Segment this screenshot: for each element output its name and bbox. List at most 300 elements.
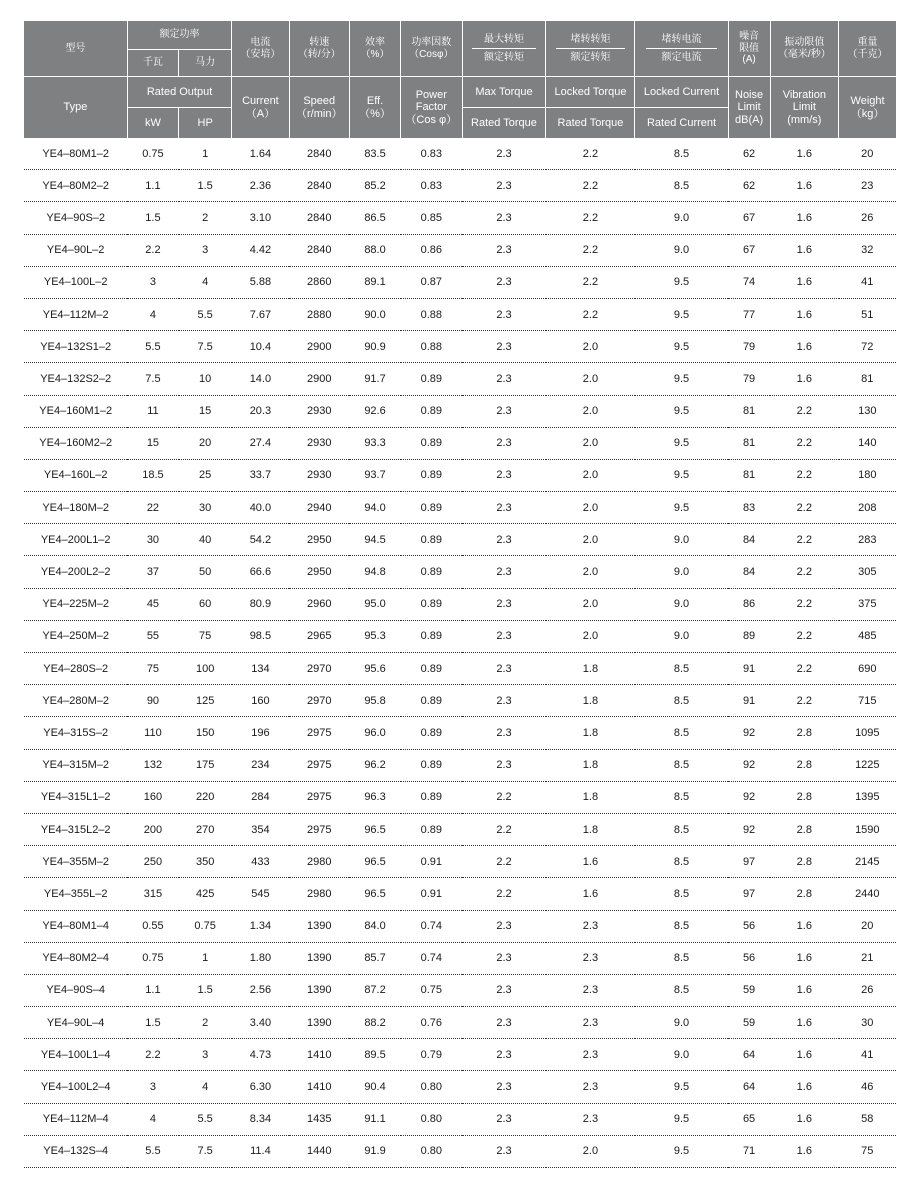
cell-hp: 15 <box>179 395 232 427</box>
cell-vibration: 2.8 <box>770 781 839 813</box>
cell-noise: 86 <box>728 588 770 620</box>
cell-locked-torque: 2.2 <box>546 234 635 266</box>
cell-locked-torque: 1.8 <box>546 781 635 813</box>
motor-spec-table <box>24 21 896 1168</box>
cell-eff: 87.2 <box>349 974 400 1006</box>
cell-noise: 91 <box>728 685 770 717</box>
cell-speed: 2840 <box>289 138 349 170</box>
cell-weight: 305 <box>839 556 896 588</box>
cell-hp: 150 <box>179 717 232 749</box>
cell-speed: 2970 <box>289 685 349 717</box>
cell-weight: 130 <box>839 395 896 427</box>
cell-locked-torque: 2.0 <box>546 524 635 556</box>
table-row <box>24 459 896 491</box>
cell-noise: 84 <box>728 556 770 588</box>
cell-max-torque: 2.3 <box>462 1071 546 1103</box>
table-row <box>24 781 896 813</box>
cell-max-torque: 2.3 <box>462 620 546 652</box>
cell-noise: 92 <box>728 813 770 845</box>
cell-locked-torque: 1.6 <box>546 878 635 910</box>
cell-hp: 7.5 <box>179 331 232 363</box>
cell-speed: 2860 <box>289 266 349 298</box>
cell-vibration: 2.2 <box>770 524 839 556</box>
cell-kw: 55 <box>127 620 178 652</box>
cell-power-factor: 0.89 <box>401 749 462 781</box>
cell-weight: 41 <box>839 266 896 298</box>
table-row <box>24 813 896 845</box>
cell-noise: 56 <box>728 942 770 974</box>
cell-speed: 1435 <box>289 1103 349 1135</box>
cell-eff: 92.6 <box>349 395 400 427</box>
fraction-divider <box>556 48 625 49</box>
cell-type: YE4–100L–2 <box>24 266 127 298</box>
cell-noise: 64 <box>728 1071 770 1103</box>
cell-locked-current: 8.5 <box>635 717 728 749</box>
cell-noise: 92 <box>728 749 770 781</box>
cell-hp: 350 <box>179 846 232 878</box>
header-hp-zh: 马力 <box>179 50 232 77</box>
cell-current: 134 <box>232 653 289 685</box>
cell-max-torque: 2.3 <box>462 395 546 427</box>
cell-eff: 96.3 <box>349 781 400 813</box>
cell-speed: 2840 <box>289 234 349 266</box>
table-header <box>24 21 896 138</box>
cell-speed: 2965 <box>289 620 349 652</box>
cell-power-factor: 0.79 <box>401 1039 462 1071</box>
cell-noise: 64 <box>728 1039 770 1071</box>
cell-kw: 250 <box>127 846 178 878</box>
cell-locked-current: 9.5 <box>635 1135 728 1167</box>
cell-max-torque: 2.3 <box>462 266 546 298</box>
cell-power-factor: 0.89 <box>401 620 462 652</box>
cell-noise: 67 <box>728 234 770 266</box>
cell-hp: 1 <box>179 942 232 974</box>
cell-power-factor: 0.80 <box>401 1103 462 1135</box>
cell-vibration: 2.8 <box>770 846 839 878</box>
cell-speed: 2840 <box>289 202 349 234</box>
cell-current: 284 <box>232 781 289 813</box>
cell-locked-torque: 2.0 <box>546 363 635 395</box>
cell-hp: 2 <box>179 202 232 234</box>
cell-hp: 50 <box>179 556 232 588</box>
cell-eff: 96.5 <box>349 813 400 845</box>
cell-locked-current: 8.5 <box>635 653 728 685</box>
cell-current: 160 <box>232 685 289 717</box>
table-row <box>24 974 896 1006</box>
cell-speed: 2980 <box>289 846 349 878</box>
cell-locked-current: 9.5 <box>635 427 728 459</box>
cell-speed: 2980 <box>289 878 349 910</box>
header-eff-zh: 效率 （%） <box>349 21 400 77</box>
cell-locked-torque: 2.2 <box>546 266 635 298</box>
cell-current: 196 <box>232 717 289 749</box>
cell-eff: 89.5 <box>349 1039 400 1071</box>
cell-vibration: 1.6 <box>770 1007 839 1039</box>
cell-vibration: 1.6 <box>770 1135 839 1167</box>
cell-hp: 3 <box>179 1039 232 1071</box>
cell-kw: 132 <box>127 749 178 781</box>
cell-power-factor: 0.89 <box>401 556 462 588</box>
cell-vibration: 1.6 <box>770 202 839 234</box>
cell-locked-current: 9.0 <box>635 1039 728 1071</box>
cell-power-factor: 0.74 <box>401 942 462 974</box>
cell-locked-current: 9.0 <box>635 1007 728 1039</box>
header-locked-current-zh <box>635 21 728 77</box>
cell-weight: 1095 <box>839 717 896 749</box>
cell-locked-current: 8.5 <box>635 685 728 717</box>
cell-locked-current: 8.5 <box>635 878 728 910</box>
cell-kw: 1.1 <box>127 974 178 1006</box>
table-row <box>24 170 896 202</box>
cell-type: YE4–80M2–2 <box>24 170 127 202</box>
cell-kw: 18.5 <box>127 459 178 491</box>
cell-current: 10.4 <box>232 331 289 363</box>
cell-locked-torque: 2.0 <box>546 492 635 524</box>
cell-eff: 96.2 <box>349 749 400 781</box>
cell-kw: 75 <box>127 653 178 685</box>
cell-noise: 89 <box>728 620 770 652</box>
cell-eff: 96.0 <box>349 717 400 749</box>
cell-vibration: 1.6 <box>770 331 839 363</box>
cell-speed: 2950 <box>289 556 349 588</box>
cell-kw: 5.5 <box>127 1135 178 1167</box>
cell-current: 433 <box>232 846 289 878</box>
cell-speed: 2940 <box>289 492 349 524</box>
cell-max-torque: 2.3 <box>462 717 546 749</box>
cell-hp: 4 <box>179 1071 232 1103</box>
cell-current: 7.67 <box>232 298 289 330</box>
cell-locked-torque: 1.8 <box>546 749 635 781</box>
cell-weight: 72 <box>839 331 896 363</box>
cell-noise: 62 <box>728 170 770 202</box>
cell-noise: 67 <box>728 202 770 234</box>
cell-current: 1.34 <box>232 910 289 942</box>
locked-current-zh-sub: 额定电流 <box>661 52 702 63</box>
cell-eff: 94.0 <box>349 492 400 524</box>
cell-hp: 20 <box>179 427 232 459</box>
cell-power-factor: 0.80 <box>401 1071 462 1103</box>
cell-type: YE4–280M–2 <box>24 685 127 717</box>
cell-type: YE4–315L1–2 <box>24 781 127 813</box>
cell-power-factor: 0.89 <box>401 459 462 491</box>
cell-kw: 0.75 <box>127 942 178 974</box>
cell-hp: 7.5 <box>179 1135 232 1167</box>
cell-speed: 2975 <box>289 813 349 845</box>
cell-hp: 5.5 <box>179 298 232 330</box>
header-vibration-en: Vibration Limit (mm/s) <box>770 77 839 139</box>
cell-vibration: 1.6 <box>770 138 839 170</box>
cell-current: 11.4 <box>232 1135 289 1167</box>
cell-max-torque: 2.3 <box>462 234 546 266</box>
cell-speed: 2975 <box>289 717 349 749</box>
cell-locked-torque: 2.0 <box>546 588 635 620</box>
cell-power-factor: 0.76 <box>401 1007 462 1039</box>
cell-vibration: 1.6 <box>770 266 839 298</box>
cell-power-factor: 0.86 <box>401 234 462 266</box>
cell-power-factor: 0.89 <box>401 427 462 459</box>
cell-vibration: 2.2 <box>770 427 839 459</box>
cell-eff: 93.3 <box>349 427 400 459</box>
cell-kw: 1.5 <box>127 202 178 234</box>
cell-type: YE4–90S–4 <box>24 974 127 1006</box>
cell-max-torque: 2.2 <box>462 878 546 910</box>
cell-speed: 2930 <box>289 395 349 427</box>
table-row <box>24 910 896 942</box>
header-speed-zh: 转速 （转/分） <box>289 21 349 77</box>
cell-vibration: 1.6 <box>770 1071 839 1103</box>
cell-type: YE4–100L1–4 <box>24 1039 127 1071</box>
cell-weight: 41 <box>839 1039 896 1071</box>
cell-noise: 92 <box>728 781 770 813</box>
header-max-torque-en-sub: Rated Torque <box>462 108 546 139</box>
cell-current: 545 <box>232 878 289 910</box>
cell-hp: 0.75 <box>179 910 232 942</box>
cell-type: YE4–80M2–4 <box>24 942 127 974</box>
cell-power-factor: 0.88 <box>401 298 462 330</box>
cell-current: 20.3 <box>232 395 289 427</box>
cell-hp: 100 <box>179 653 232 685</box>
header-hp-en: HP <box>179 108 232 139</box>
table-row <box>24 878 896 910</box>
cell-current: 4.73 <box>232 1039 289 1071</box>
cell-kw: 15 <box>127 427 178 459</box>
cell-locked-current: 9.0 <box>635 620 728 652</box>
cell-current: 8.34 <box>232 1103 289 1135</box>
cell-power-factor: 0.91 <box>401 846 462 878</box>
cell-locked-torque: 2.2 <box>546 138 635 170</box>
cell-locked-current: 9.5 <box>635 266 728 298</box>
table-row <box>24 1007 896 1039</box>
cell-current: 98.5 <box>232 620 289 652</box>
cell-power-factor: 0.88 <box>401 331 462 363</box>
cell-kw: 0.55 <box>127 910 178 942</box>
cell-max-torque: 2.3 <box>462 492 546 524</box>
cell-type: YE4–132S–4 <box>24 1135 127 1167</box>
cell-speed: 1390 <box>289 1007 349 1039</box>
cell-hp: 40 <box>179 524 232 556</box>
cell-speed: 2930 <box>289 427 349 459</box>
cell-eff: 95.0 <box>349 588 400 620</box>
cell-type: YE4–180M–2 <box>24 492 127 524</box>
cell-eff: 85.7 <box>349 942 400 974</box>
cell-kw: 3 <box>127 266 178 298</box>
table-row <box>24 234 896 266</box>
cell-kw: 30 <box>127 524 178 556</box>
header-max-torque-zh <box>462 21 546 77</box>
cell-power-factor: 0.89 <box>401 588 462 620</box>
cell-current: 14.0 <box>232 363 289 395</box>
cell-hp: 30 <box>179 492 232 524</box>
header-locked-torque-zh <box>546 21 635 77</box>
cell-type: YE4–225M–2 <box>24 588 127 620</box>
header-speed-en: Speed （r/min） <box>289 77 349 139</box>
header-locked-torque-en: Locked Torque <box>546 77 635 108</box>
cell-locked-torque: 2.3 <box>546 1007 635 1039</box>
cell-kw: 5.5 <box>127 331 178 363</box>
cell-power-factor: 0.85 <box>401 202 462 234</box>
cell-vibration: 1.6 <box>770 298 839 330</box>
cell-locked-torque: 2.0 <box>546 395 635 427</box>
cell-current: 54.2 <box>232 524 289 556</box>
cell-speed: 2880 <box>289 298 349 330</box>
header-eff-en: Eff. （%） <box>349 77 400 139</box>
cell-eff: 83.5 <box>349 138 400 170</box>
cell-current: 1.64 <box>232 138 289 170</box>
cell-eff: 95.8 <box>349 685 400 717</box>
header-rated-output-en: Rated Output <box>127 77 231 108</box>
cell-vibration: 2.2 <box>770 459 839 491</box>
cell-kw: 110 <box>127 717 178 749</box>
table-row <box>24 1135 896 1167</box>
cell-weight: 46 <box>839 1071 896 1103</box>
cell-speed: 2900 <box>289 363 349 395</box>
cell-locked-torque: 2.2 <box>546 298 635 330</box>
cell-eff: 88.2 <box>349 1007 400 1039</box>
cell-locked-current: 8.5 <box>635 910 728 942</box>
cell-weight: 32 <box>839 234 896 266</box>
cell-max-torque: 2.3 <box>462 524 546 556</box>
cell-eff: 84.0 <box>349 910 400 942</box>
cell-max-torque: 2.3 <box>462 427 546 459</box>
cell-power-factor: 0.89 <box>401 717 462 749</box>
cell-type: YE4–112M–2 <box>24 298 127 330</box>
cell-locked-torque: 1.8 <box>546 813 635 845</box>
cell-eff: 90.0 <box>349 298 400 330</box>
cell-type: YE4–90L–4 <box>24 1007 127 1039</box>
cell-kw: 90 <box>127 685 178 717</box>
cell-weight: 715 <box>839 685 896 717</box>
cell-weight: 20 <box>839 138 896 170</box>
header-pf-en: Power Factor （Cos φ） <box>401 77 462 139</box>
cell-weight: 283 <box>839 524 896 556</box>
header-weight-en: Weight （kg） <box>839 77 896 139</box>
cell-current: 4.42 <box>232 234 289 266</box>
cell-type: YE4–100L2–4 <box>24 1071 127 1103</box>
table-row <box>24 717 896 749</box>
cell-noise: 92 <box>728 717 770 749</box>
cell-current: 5.88 <box>232 266 289 298</box>
table-row <box>24 556 896 588</box>
cell-locked-current: 9.0 <box>635 234 728 266</box>
cell-vibration: 1.6 <box>770 363 839 395</box>
cell-kw: 3 <box>127 1071 178 1103</box>
cell-vibration: 2.2 <box>770 395 839 427</box>
cell-type: YE4–250M–2 <box>24 620 127 652</box>
cell-current: 1.80 <box>232 942 289 974</box>
cell-locked-current: 9.0 <box>635 202 728 234</box>
cell-vibration: 1.6 <box>770 234 839 266</box>
cell-power-factor: 0.89 <box>401 685 462 717</box>
cell-kw: 200 <box>127 813 178 845</box>
cell-noise: 81 <box>728 427 770 459</box>
table-row <box>24 524 896 556</box>
cell-noise: 84 <box>728 524 770 556</box>
cell-hp: 75 <box>179 620 232 652</box>
header-noise-zh: 噪音 限值 (A) <box>728 21 770 77</box>
cell-noise: 59 <box>728 974 770 1006</box>
cell-speed: 2950 <box>289 524 349 556</box>
cell-max-torque: 2.3 <box>462 459 546 491</box>
cell-max-torque: 2.3 <box>462 974 546 1006</box>
header-kw-en: kW <box>127 108 178 139</box>
cell-max-torque: 2.3 <box>462 1103 546 1135</box>
cell-locked-current: 8.5 <box>635 846 728 878</box>
header-type-zh: 型号 <box>24 21 127 77</box>
cell-eff: 90.9 <box>349 331 400 363</box>
cell-locked-torque: 1.8 <box>546 717 635 749</box>
cell-noise: 97 <box>728 878 770 910</box>
table-row <box>24 298 896 330</box>
cell-vibration: 2.2 <box>770 588 839 620</box>
cell-kw: 45 <box>127 588 178 620</box>
cell-noise: 59 <box>728 1007 770 1039</box>
cell-locked-current: 8.5 <box>635 138 728 170</box>
table-row <box>24 620 896 652</box>
cell-vibration: 2.2 <box>770 653 839 685</box>
cell-weight: 1225 <box>839 749 896 781</box>
cell-vibration: 2.8 <box>770 813 839 845</box>
cell-power-factor: 0.83 <box>401 170 462 202</box>
cell-hp: 1 <box>179 138 232 170</box>
cell-max-torque: 2.3 <box>462 363 546 395</box>
cell-kw: 1.5 <box>127 1007 178 1039</box>
cell-noise: 83 <box>728 492 770 524</box>
cell-speed: 1390 <box>289 942 349 974</box>
cell-type: YE4–112M–4 <box>24 1103 127 1135</box>
cell-locked-torque: 2.0 <box>546 556 635 588</box>
cell-hp: 4 <box>179 266 232 298</box>
cell-vibration: 2.8 <box>770 749 839 781</box>
cell-locked-current: 9.0 <box>635 556 728 588</box>
cell-noise: 56 <box>728 910 770 942</box>
cell-hp: 220 <box>179 781 232 813</box>
cell-vibration: 2.2 <box>770 556 839 588</box>
cell-hp: 125 <box>179 685 232 717</box>
cell-weight: 180 <box>839 459 896 491</box>
cell-speed: 2930 <box>289 459 349 491</box>
table-row <box>24 653 896 685</box>
header-locked-current-en: Locked Current <box>635 77 728 108</box>
cell-hp: 175 <box>179 749 232 781</box>
cell-hp: 270 <box>179 813 232 845</box>
cell-kw: 4 <box>127 298 178 330</box>
cell-locked-current: 9.5 <box>635 1103 728 1135</box>
cell-type: YE4–90S–2 <box>24 202 127 234</box>
locked-current-zh-label: 堵转电流 <box>661 33 702 45</box>
cell-locked-current: 9.0 <box>635 524 728 556</box>
cell-type: YE4–80M1–4 <box>24 910 127 942</box>
cell-locked-torque: 2.3 <box>546 1071 635 1103</box>
cell-current: 2.36 <box>232 170 289 202</box>
cell-speed: 2840 <box>289 170 349 202</box>
table-row <box>24 138 896 170</box>
cell-max-torque: 2.3 <box>462 910 546 942</box>
cell-weight: 75 <box>839 1135 896 1167</box>
cell-eff: 91.7 <box>349 363 400 395</box>
cell-weight: 23 <box>839 170 896 202</box>
cell-type: YE4–355L–2 <box>24 878 127 910</box>
table-row <box>24 846 896 878</box>
cell-weight: 485 <box>839 620 896 652</box>
cell-speed: 2975 <box>289 781 349 813</box>
cell-locked-torque: 2.3 <box>546 1103 635 1135</box>
cell-power-factor: 0.89 <box>401 492 462 524</box>
cell-type: YE4–355M–2 <box>24 846 127 878</box>
cell-locked-current: 9.5 <box>635 492 728 524</box>
cell-power-factor: 0.74 <box>401 910 462 942</box>
cell-current: 80.9 <box>232 588 289 620</box>
header-locked-torque-en-sub: Rated Torque <box>546 108 635 139</box>
